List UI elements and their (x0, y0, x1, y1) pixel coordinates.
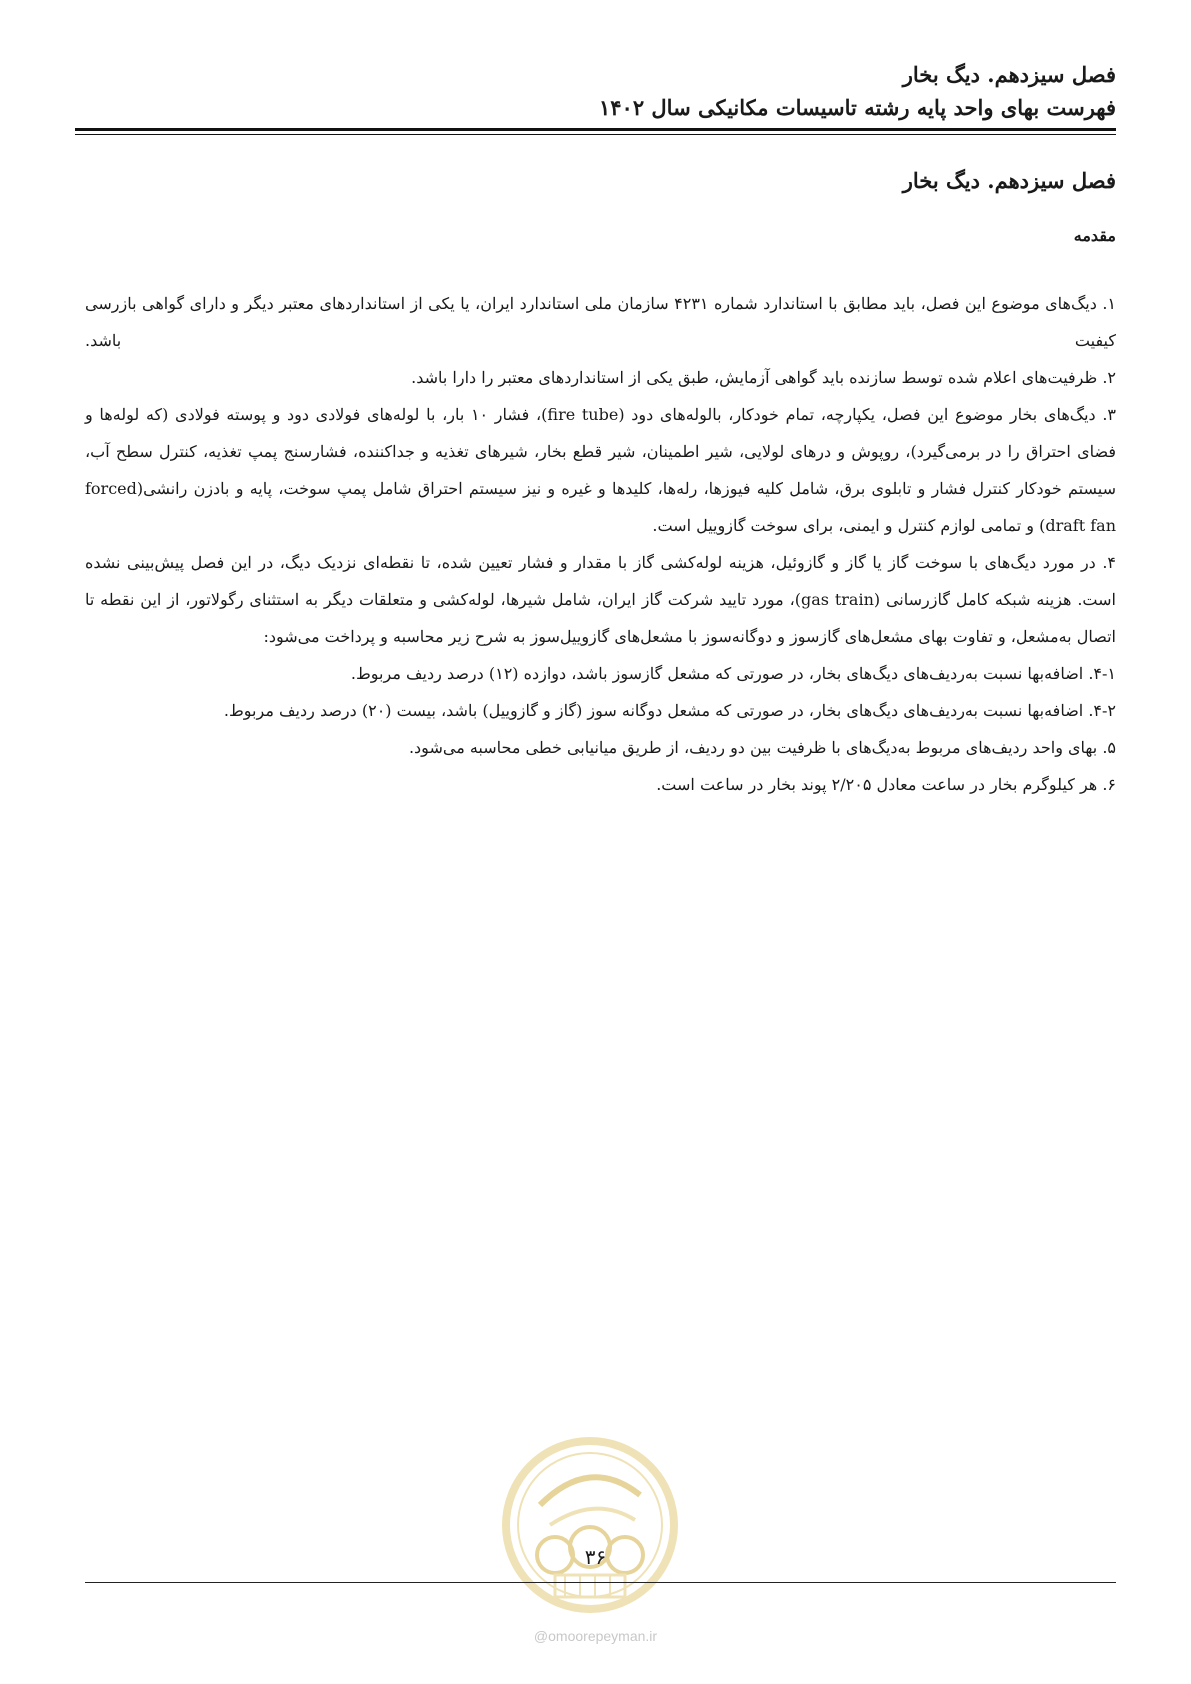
paragraph-6: ۶. هر کیلوگرم بخار در ساعت معادل ۲/۲۰۵ پوند بخار در ساعت است. (656, 775, 1116, 794)
header-title-line: فهرست بهای واحد پایه رشته تاسیسات مکانیکی سال ۱۴۰۲ (598, 95, 1116, 120)
website-watermark: @omoorepeyman.ir (533, 1628, 658, 1644)
paragraph-4: ۴. در مورد دیگ‌های با سوخت گاز یا گاز و گازوئیل، هزینه لوله‌کشی گاز با مقدار و فشار تعیین شده، تا نقطه‌ای نزدیک دیگ، در این فصل پیش‌بینی نشده است. هزینه شبکه کامل گازرسانی (gas train)، مورد تایید شرکت گاز ایران، شامل شیرها، لوله‌کشی و متعلقات دیگر به استثنای رگولاتور، از این نقطه تا اتصال به‌مشعل، و تفاوت بهای مشعل‌های گازسوز و دوگانه‌سوز با مشعل‌های گازوییل‌سوز به شرح زیر محاسبه و پرداخت می‌شود: (85, 553, 1116, 646)
header-chapter-line: فصل سیزدهم. دیگ بخار (902, 62, 1116, 87)
paragraph-2: ۲. ظرفیت‌های اعلام شده توسط سازنده باید گواهی آزمایش، طبق یکی از استانداردهای معتبر را دارا باشد. (411, 368, 1116, 387)
footer-rule (85, 1582, 1116, 1583)
paragraph-4-2: ۴-۲. اضافه‌بها نسبت به‌ردیف‌های دیگ‌های بخار، در صورتی که مشعل دوگانه سوز (گاز و گازوییل) باشد، بیست (۲۰) درصد ردیف مربوط. (223, 701, 1116, 720)
page-number: ۳۶ (584, 1545, 607, 1569)
paragraph-5: ۵. بهای واحد ردیف‌های مربوط به‌دیگ‌های با ظرفیت بین دو ردیف، از طریق میانیابی خطی محاسبه می‌شود. (408, 738, 1116, 757)
chapter-title: فصل سیزدهم. دیگ بخار (902, 168, 1116, 193)
paragraph-1: ۱. دیگ‌های موضوع این فصل، باید مطابق با استاندارد شماره ۴۲۳۱ سازمان ملی استاندارد ایران، یا یکی از استانداردهای معتبر دیگر و دارای گواهی بازرسی کیفیت باشد. (85, 294, 1117, 350)
paragraph-4-1: ۴-۱. اضافه‌بها نسبت به‌ردیف‌های دیگ‌های بخار، در صورتی که مشعل گازسوز باشد، دوازده (۱۲) درصد ردیف مربوط. (350, 664, 1116, 683)
running-header (76, 58, 1116, 124)
section-heading-intro: مقدمه (1073, 226, 1116, 245)
header-rule-thick (75, 128, 1116, 131)
header-rule-thin (75, 134, 1116, 135)
seal-logo-icon (500, 1435, 680, 1615)
body-text (85, 285, 1116, 803)
paragraph-3: ۳. دیگ‌های بخار موضوع این فصل، یکپارچه، تمام خودکار، بالوله‌های دود (fire tube)، فشار ۱۰ بار، با لوله‌های فولادی دود و پوسته فولادی (که لوله‌ها و فضای احتراق را در برمی‌گیرد)، روپوش و درهای لولایی، شیر اطمینان، شیر قطع بخار، شیرهای تغذیه و جداکننده، فشارسنج پمپ تغذیه، کنترل سطح آب، سیستم خودکار کنترل فشار و تابلوی برق، شامل کلیه فیوزها، رله‌ها، کلیدها و غیره و نیز سیستم احتراق شامل پمپ سوخت، پایه و بادزن رانشی(forced draft fan) و تمامی لوازم کنترل و ایمنی، برای سوخت گازوییل است. (85, 405, 1116, 535)
